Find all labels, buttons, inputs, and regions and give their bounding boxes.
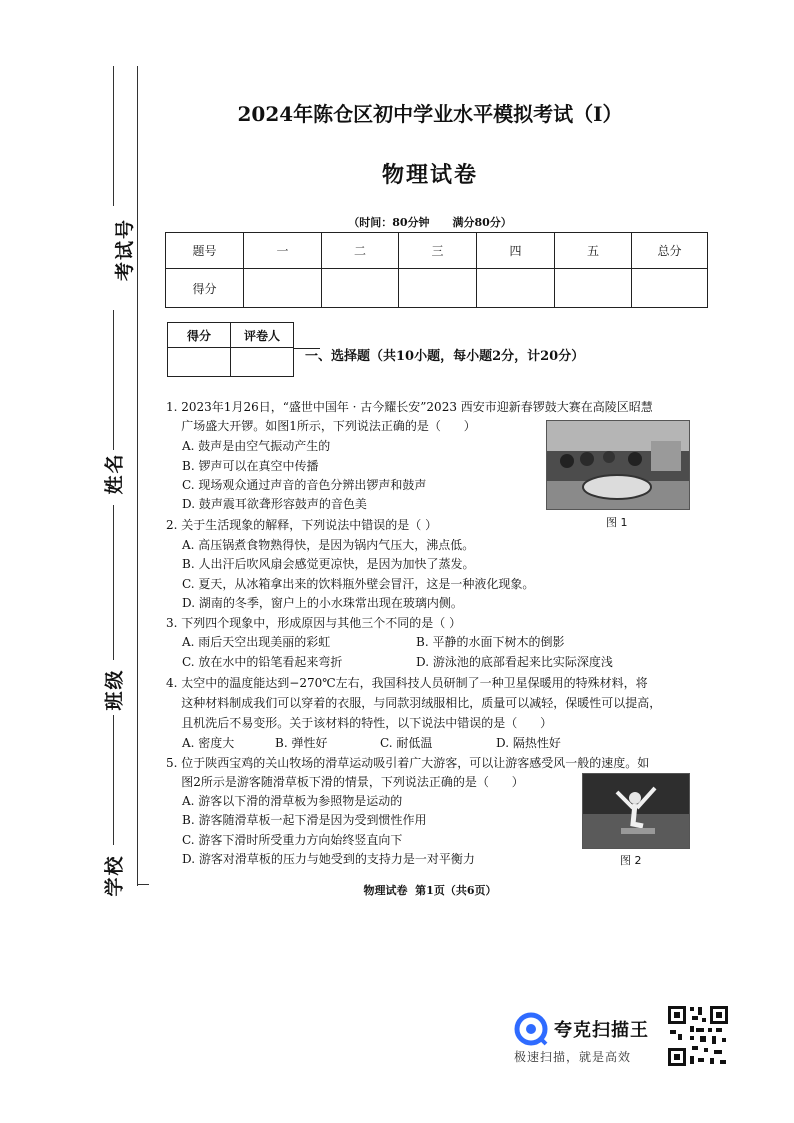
question-5-option-a[interactable]: A. 游客以下滑的滑草板为参照物是运动的 <box>182 794 403 808</box>
question-5-option-c[interactable]: C. 游客下滑时所受重力方向始终竖直向下 <box>182 833 403 847</box>
score-header-cell: 二 <box>322 233 399 269</box>
table-row <box>166 233 708 269</box>
grader-score-label: 得分 <box>168 323 231 348</box>
question-3-option-a[interactable]: A. 雨后天空出现美丽的彩虹 <box>182 635 331 649</box>
question-2-line-1: 2. 关于生活现象的解释，下列说法中错误的是（ ） <box>166 518 438 532</box>
score-header-cell: 三 <box>399 233 477 269</box>
school-blank <box>113 715 114 845</box>
question-4-option-d[interactable]: D. 隔热性好 <box>496 736 561 750</box>
question-5-line-2: 图2所示是游客随滑草板下滑的情景，下列说法正确的是（ ） <box>166 775 524 789</box>
section-title: 一、选择题（共10小题，每小题2分，计20分） <box>305 349 585 364</box>
exam-number-label: 考试号 <box>114 217 137 282</box>
score-cell[interactable] <box>322 269 399 308</box>
score-header-cell: 一 <box>244 233 322 269</box>
question-1-option-c[interactable]: C. 现场观众通过声音的音色分辨出锣声和鼓声 <box>182 478 427 492</box>
grader-table <box>167 322 294 377</box>
question-1-option-d[interactable]: D. 鼓声震耳欲聋形容鼓声的音色美 <box>182 497 367 511</box>
scanner-watermark <box>512 1008 662 1068</box>
score-header-cell: 题号 <box>166 233 244 269</box>
paper-title: 物理试卷 <box>381 162 478 188</box>
score-cell[interactable] <box>555 269 632 308</box>
name-blank <box>113 310 114 450</box>
score-row-label: 得分 <box>166 269 244 308</box>
divider <box>137 884 149 885</box>
question-4-line-3: 且机洗后不易变形。关于该材料的特性，以下说法中错误的是（ ） <box>166 716 553 730</box>
school-label: 学校 <box>103 854 126 897</box>
score-header-cell: 总分 <box>632 233 708 269</box>
question-3-option-d[interactable]: D. 游泳池的底部看起来比实际深度浅 <box>416 655 613 669</box>
question-2-option-c[interactable]: C. 夏天，从冰箱拿出来的饮料瓶外壁会冒汗，这是一种液化现象。 <box>182 577 535 591</box>
question-5-line-1: 5. 位于陕西宝鸡的关山牧场的滑草运动吸引着广大游客，可以让游客感受风一般的速度。如 <box>166 756 650 770</box>
class-label: 班级 <box>103 668 126 711</box>
question-1-line-1: 1. 2023年1月26日，“盛世中国年 · 古今耀长安”2023 西安市迎新春锣鼓大赛在高陵区昭慧 <box>166 400 653 414</box>
question-4-option-a[interactable]: A. 密度大 <box>182 736 235 750</box>
binding-line <box>137 66 138 886</box>
question-1-line-2: 广场盛大开锣。如图1所示，下列说法正确的是（ ） <box>166 419 476 433</box>
grader-score-cell[interactable] <box>168 348 231 377</box>
score-cell[interactable] <box>632 269 708 308</box>
drum-scene-icon <box>547 421 689 509</box>
question-2-option-a[interactable]: A. 高压锅煮食物熟得快，是因为锅内气压大，沸点低。 <box>182 538 475 552</box>
score-header-cell: 四 <box>477 233 555 269</box>
question-2-option-b[interactable]: B. 人出汗后吹风扇会感觉更凉快，是因为加快了蒸发。 <box>182 557 475 571</box>
qr-code-icon[interactable] <box>666 1004 730 1068</box>
score-header-cell: 五 <box>555 233 632 269</box>
scanner-logo-icon <box>514 1012 548 1046</box>
question-4-option-b[interactable]: B. 弹性好 <box>275 736 328 750</box>
scanner-brand-name: 夸克扫描王 <box>554 1020 649 1041</box>
question-5-option-b[interactable]: B. 游客随滑草板一起下滑是因为受到惯性作用 <box>182 813 427 827</box>
question-4-option-c[interactable]: C. 耐低温 <box>380 736 433 750</box>
scanner-slogan: 极速扫描，就是高效 <box>514 1050 632 1064</box>
question-1-option-b[interactable]: B. 锣声可以在真空中传播 <box>182 459 319 473</box>
figure-1-caption: 图 1 <box>606 516 628 529</box>
question-3-line-1: 3. 下列四个现象中，形成原因与其他三个不同的是（ ） <box>166 616 462 630</box>
grader-name-label: 评卷人 <box>231 323 294 348</box>
question-3-option-b[interactable]: B. 平静的水面下树木的倒影 <box>416 635 565 649</box>
question-4-line-2: 这种材料制成我们可以穿着的衣服，与同款羽绒服相比，质量可以减轻，保暖性可以提高， <box>166 696 662 710</box>
grass-sledding-icon <box>583 774 689 848</box>
exam-title: 2024年陈仓区初中学业水平模拟考试（I） <box>237 102 623 126</box>
name-label: 姓名 <box>103 452 126 495</box>
question-3-option-c[interactable]: C. 放在水中的铅笔看起来弯折 <box>182 655 343 669</box>
question-2-option-d[interactable]: D. 湖南的冬季，窗户上的小水珠常出现在玻璃内侧。 <box>182 596 463 610</box>
score-cell[interactable] <box>244 269 322 308</box>
question-5-option-d[interactable]: D. 游客对滑草板的压力与她受到的支持力是一对平衡力 <box>182 852 475 866</box>
figure-2-photo <box>582 773 690 849</box>
question-1-option-a[interactable]: A. 鼓声是由空气振动产生的 <box>182 439 331 453</box>
score-table <box>165 232 708 308</box>
class-blank <box>113 505 114 660</box>
table-row <box>168 323 294 348</box>
grader-name-cell[interactable] <box>231 348 294 377</box>
score-cell[interactable] <box>399 269 477 308</box>
page-number: 物理试卷 第1页（共6页） <box>363 884 497 897</box>
exam-number-blank <box>113 66 114 206</box>
time-info: （时间：80分钟 满分80分） <box>348 216 512 229</box>
table-row <box>168 348 294 377</box>
table-row <box>166 269 708 308</box>
figure-2-caption: 图 2 <box>620 854 642 867</box>
score-cell[interactable] <box>477 269 555 308</box>
question-4-line-1: 4. 太空中的温度能达到−270℃左右，我国科技人员研制了一种卫星保暖用的特殊材料，将 <box>166 676 648 690</box>
figure-1-photo <box>546 420 690 510</box>
